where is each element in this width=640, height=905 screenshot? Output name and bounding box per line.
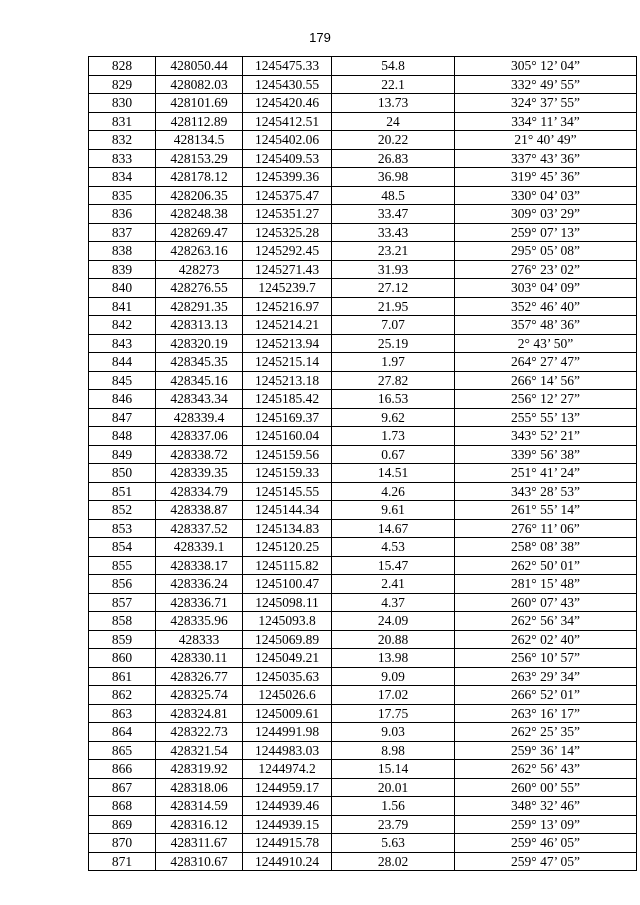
bearing-cell: 259° 46’ 05” — [455, 834, 637, 853]
bearing-cell: 263° 16’ 17” — [455, 704, 637, 723]
y-coordinate-cell: 1245035.63 — [243, 667, 332, 686]
distance-cell: 22.1 — [332, 75, 455, 94]
distance-cell: 2.41 — [332, 575, 455, 594]
distance-cell: 14.67 — [332, 519, 455, 538]
y-coordinate-cell: 1244983.03 — [243, 741, 332, 760]
distance-cell: 15.14 — [332, 760, 455, 779]
point-number-cell: 861 — [89, 667, 156, 686]
distance-cell: 27.12 — [332, 279, 455, 298]
table-row — [89, 741, 637, 760]
table-row — [89, 686, 637, 705]
table-row — [89, 94, 637, 113]
point-number-cell: 831 — [89, 112, 156, 131]
bearing-cell: 348° 32’ 46” — [455, 797, 637, 816]
point-number-cell: 828 — [89, 57, 156, 76]
y-coordinate-cell: 1245351.27 — [243, 205, 332, 224]
point-number-cell: 841 — [89, 297, 156, 316]
x-coordinate-cell: 428318.06 — [156, 778, 243, 797]
distance-cell: 0.67 — [332, 445, 455, 464]
point-number-cell: 842 — [89, 316, 156, 335]
table-row — [89, 353, 637, 372]
y-coordinate-cell: 1245216.97 — [243, 297, 332, 316]
bearing-cell: 339° 56’ 38” — [455, 445, 637, 464]
x-coordinate-cell: 428273 — [156, 260, 243, 279]
point-number-cell: 865 — [89, 741, 156, 760]
bearing-cell: 324° 37’ 55” — [455, 94, 637, 113]
point-number-cell: 839 — [89, 260, 156, 279]
bearing-cell: 262° 25’ 35” — [455, 723, 637, 742]
point-number-cell: 867 — [89, 778, 156, 797]
y-coordinate-cell: 1245069.89 — [243, 630, 332, 649]
x-coordinate-cell: 428313.13 — [156, 316, 243, 335]
distance-cell: 21.95 — [332, 297, 455, 316]
table-row — [89, 316, 637, 335]
point-number-cell: 855 — [89, 556, 156, 575]
bearing-cell: 256° 12’ 27” — [455, 390, 637, 409]
x-coordinate-cell: 428134.5 — [156, 131, 243, 150]
bearing-cell: 343° 52’ 21” — [455, 427, 637, 446]
table-row — [89, 704, 637, 723]
distance-cell: 4.26 — [332, 482, 455, 501]
x-coordinate-cell: 428345.35 — [156, 353, 243, 372]
table-row — [89, 186, 637, 205]
x-coordinate-cell: 428276.55 — [156, 279, 243, 298]
point-number-cell: 868 — [89, 797, 156, 816]
distance-cell: 27.82 — [332, 371, 455, 390]
table-row — [89, 168, 637, 187]
y-coordinate-cell: 1245420.46 — [243, 94, 332, 113]
point-number-cell: 849 — [89, 445, 156, 464]
bearing-cell: 262° 56’ 43” — [455, 760, 637, 779]
y-coordinate-cell: 1245399.36 — [243, 168, 332, 187]
table-row — [89, 112, 637, 131]
table-row — [89, 297, 637, 316]
bearing-cell: 255° 55’ 13” — [455, 408, 637, 427]
point-number-cell: 862 — [89, 686, 156, 705]
y-coordinate-cell: 1245049.21 — [243, 649, 332, 668]
distance-cell: 8.98 — [332, 741, 455, 760]
x-coordinate-cell: 428310.67 — [156, 852, 243, 871]
y-coordinate-cell: 1244991.98 — [243, 723, 332, 742]
distance-cell: 9.03 — [332, 723, 455, 742]
distance-cell: 7.07 — [332, 316, 455, 335]
x-coordinate-cell: 428321.54 — [156, 741, 243, 760]
x-coordinate-cell: 428269.47 — [156, 223, 243, 242]
x-coordinate-cell: 428336.71 — [156, 593, 243, 612]
x-coordinate-cell: 428337.06 — [156, 427, 243, 446]
point-number-cell: 846 — [89, 390, 156, 409]
y-coordinate-cell: 1245159.56 — [243, 445, 332, 464]
table-row — [89, 390, 637, 409]
bearing-cell: 264° 27’ 47” — [455, 353, 637, 372]
table-row — [89, 575, 637, 594]
x-coordinate-cell: 428206.35 — [156, 186, 243, 205]
x-coordinate-cell: 428050.44 — [156, 57, 243, 76]
y-coordinate-cell: 1245144.34 — [243, 501, 332, 520]
y-coordinate-cell: 1244939.46 — [243, 797, 332, 816]
table-row — [89, 760, 637, 779]
table-row — [89, 149, 637, 168]
distance-cell: 17.75 — [332, 704, 455, 723]
distance-cell: 4.53 — [332, 538, 455, 557]
y-coordinate-cell: 1245213.18 — [243, 371, 332, 390]
y-coordinate-cell: 1245475.33 — [243, 57, 332, 76]
table-row — [89, 852, 637, 871]
bearing-cell: 21° 40’ 49” — [455, 131, 637, 150]
table-row — [89, 501, 637, 520]
x-coordinate-cell: 428339.4 — [156, 408, 243, 427]
y-coordinate-cell: 1244915.78 — [243, 834, 332, 853]
distance-cell: 4.37 — [332, 593, 455, 612]
y-coordinate-cell: 1244910.24 — [243, 852, 332, 871]
point-number-cell: 859 — [89, 630, 156, 649]
coordinates-table-body — [89, 57, 637, 871]
bearing-cell: 259° 47’ 05” — [455, 852, 637, 871]
x-coordinate-cell: 428314.59 — [156, 797, 243, 816]
y-coordinate-cell: 1245271.43 — [243, 260, 332, 279]
distance-cell: 1.73 — [332, 427, 455, 446]
bearing-cell: 259° 13’ 09” — [455, 815, 637, 834]
distance-cell: 17.02 — [332, 686, 455, 705]
point-number-cell: 866 — [89, 760, 156, 779]
bearing-cell: 334° 11’ 34” — [455, 112, 637, 131]
bearing-cell: 262° 50’ 01” — [455, 556, 637, 575]
x-coordinate-cell: 428316.12 — [156, 815, 243, 834]
x-coordinate-cell: 428335.96 — [156, 612, 243, 631]
x-coordinate-cell: 428345.16 — [156, 371, 243, 390]
x-coordinate-cell: 428320.19 — [156, 334, 243, 353]
table-row — [89, 834, 637, 853]
y-coordinate-cell: 1245215.14 — [243, 353, 332, 372]
table-row — [89, 371, 637, 390]
bearing-cell: 352° 46’ 40” — [455, 297, 637, 316]
distance-cell: 24 — [332, 112, 455, 131]
distance-cell: 23.21 — [332, 242, 455, 261]
y-coordinate-cell: 1244939.15 — [243, 815, 332, 834]
x-coordinate-cell: 428325.74 — [156, 686, 243, 705]
distance-cell: 28.02 — [332, 852, 455, 871]
y-coordinate-cell: 1245409.53 — [243, 149, 332, 168]
bearing-cell: 330° 04’ 03” — [455, 186, 637, 205]
x-coordinate-cell: 428334.79 — [156, 482, 243, 501]
y-coordinate-cell: 1245430.55 — [243, 75, 332, 94]
table-row — [89, 556, 637, 575]
point-number-cell: 844 — [89, 353, 156, 372]
y-coordinate-cell: 1245185.42 — [243, 390, 332, 409]
table-row — [89, 408, 637, 427]
table-row — [89, 260, 637, 279]
distance-cell: 1.56 — [332, 797, 455, 816]
point-number-cell: 832 — [89, 131, 156, 150]
x-coordinate-cell: 428263.16 — [156, 242, 243, 261]
x-coordinate-cell: 428319.92 — [156, 760, 243, 779]
distance-cell: 54.8 — [332, 57, 455, 76]
point-number-cell: 858 — [89, 612, 156, 631]
distance-cell: 33.47 — [332, 205, 455, 224]
x-coordinate-cell: 428322.73 — [156, 723, 243, 742]
bearing-cell: 259° 07’ 13” — [455, 223, 637, 242]
table-row — [89, 538, 637, 557]
table-row — [89, 279, 637, 298]
distance-cell: 9.09 — [332, 667, 455, 686]
table-row — [89, 797, 637, 816]
y-coordinate-cell: 1245093.8 — [243, 612, 332, 631]
y-coordinate-cell: 1245098.11 — [243, 593, 332, 612]
point-number-cell: 840 — [89, 279, 156, 298]
distance-cell: 20.22 — [332, 131, 455, 150]
table-row — [89, 649, 637, 668]
x-coordinate-cell: 428311.67 — [156, 834, 243, 853]
table-row — [89, 667, 637, 686]
y-coordinate-cell: 1245115.82 — [243, 556, 332, 575]
x-coordinate-cell: 428291.35 — [156, 297, 243, 316]
distance-cell: 5.63 — [332, 834, 455, 853]
coordinates-table — [88, 56, 637, 871]
bearing-cell: 295° 05’ 08” — [455, 242, 637, 261]
bearing-cell: 357° 48’ 36” — [455, 316, 637, 335]
point-number-cell: 871 — [89, 852, 156, 871]
y-coordinate-cell: 1244959.17 — [243, 778, 332, 797]
x-coordinate-cell: 428101.69 — [156, 94, 243, 113]
distance-cell: 13.98 — [332, 649, 455, 668]
bearing-cell: 266° 14’ 56” — [455, 371, 637, 390]
distance-cell: 23.79 — [332, 815, 455, 834]
bearing-cell: 309° 03’ 29” — [455, 205, 637, 224]
y-coordinate-cell: 1245292.45 — [243, 242, 332, 261]
table-row — [89, 242, 637, 261]
point-number-cell: 847 — [89, 408, 156, 427]
y-coordinate-cell: 1245239.7 — [243, 279, 332, 298]
table-row — [89, 612, 637, 631]
x-coordinate-cell: 428333 — [156, 630, 243, 649]
bearing-cell: 276° 23’ 02” — [455, 260, 637, 279]
bearing-cell: 303° 04’ 09” — [455, 279, 637, 298]
bearing-cell: 263° 29’ 34” — [455, 667, 637, 686]
distance-cell: 36.98 — [332, 168, 455, 187]
point-number-cell: 852 — [89, 501, 156, 520]
point-number-cell: 860 — [89, 649, 156, 668]
bearing-cell: 337° 43’ 36” — [455, 149, 637, 168]
y-coordinate-cell: 1245159.33 — [243, 464, 332, 483]
bearing-cell: 262° 02’ 40” — [455, 630, 637, 649]
bearing-cell: 305° 12’ 04” — [455, 57, 637, 76]
point-number-cell: 829 — [89, 75, 156, 94]
y-coordinate-cell: 1245134.83 — [243, 519, 332, 538]
point-number-cell: 833 — [89, 149, 156, 168]
x-coordinate-cell: 428336.24 — [156, 575, 243, 594]
y-coordinate-cell: 1245213.94 — [243, 334, 332, 353]
point-number-cell: 869 — [89, 815, 156, 834]
point-number-cell: 837 — [89, 223, 156, 242]
point-number-cell: 853 — [89, 519, 156, 538]
y-coordinate-cell: 1245169.37 — [243, 408, 332, 427]
bearing-cell: 258° 08’ 38” — [455, 538, 637, 557]
distance-cell: 20.88 — [332, 630, 455, 649]
x-coordinate-cell: 428330.11 — [156, 649, 243, 668]
y-coordinate-cell: 1245026.6 — [243, 686, 332, 705]
bearing-cell: 276° 11’ 06” — [455, 519, 637, 538]
x-coordinate-cell: 428153.29 — [156, 149, 243, 168]
point-number-cell: 843 — [89, 334, 156, 353]
table-row — [89, 445, 637, 464]
bearing-cell: 259° 36’ 14” — [455, 741, 637, 760]
bearing-cell: 281° 15’ 48” — [455, 575, 637, 594]
table-row — [89, 778, 637, 797]
bearing-cell: 251° 41’ 24” — [455, 464, 637, 483]
table-row — [89, 723, 637, 742]
y-coordinate-cell: 1245100.47 — [243, 575, 332, 594]
table-row — [89, 427, 637, 446]
distance-cell: 15.47 — [332, 556, 455, 575]
point-number-cell: 870 — [89, 834, 156, 853]
bearing-cell: 266° 52’ 01” — [455, 686, 637, 705]
y-coordinate-cell: 1245120.25 — [243, 538, 332, 557]
x-coordinate-cell: 428339.1 — [156, 538, 243, 557]
point-number-cell: 845 — [89, 371, 156, 390]
distance-cell: 25.19 — [332, 334, 455, 353]
distance-cell: 31.93 — [332, 260, 455, 279]
distance-cell: 24.09 — [332, 612, 455, 631]
y-coordinate-cell: 1245009.61 — [243, 704, 332, 723]
y-coordinate-cell: 1245160.04 — [243, 427, 332, 446]
y-coordinate-cell: 1245402.06 — [243, 131, 332, 150]
bearing-cell: 260° 00’ 55” — [455, 778, 637, 797]
table-row — [89, 630, 637, 649]
table-row — [89, 334, 637, 353]
table-row — [89, 131, 637, 150]
y-coordinate-cell: 1245375.47 — [243, 186, 332, 205]
table-row — [89, 464, 637, 483]
page-number: 179 — [309, 30, 331, 45]
x-coordinate-cell: 428324.81 — [156, 704, 243, 723]
point-number-cell: 863 — [89, 704, 156, 723]
point-number-cell: 835 — [89, 186, 156, 205]
bearing-cell: 260° 07’ 43” — [455, 593, 637, 612]
table-row — [89, 75, 637, 94]
distance-cell: 20.01 — [332, 778, 455, 797]
x-coordinate-cell: 428248.38 — [156, 205, 243, 224]
x-coordinate-cell: 428337.52 — [156, 519, 243, 538]
bearing-cell: 262° 56’ 34” — [455, 612, 637, 631]
point-number-cell: 830 — [89, 94, 156, 113]
table-row — [89, 205, 637, 224]
distance-cell: 13.73 — [332, 94, 455, 113]
y-coordinate-cell: 1244974.2 — [243, 760, 332, 779]
point-number-cell: 854 — [89, 538, 156, 557]
point-number-cell: 848 — [89, 427, 156, 446]
x-coordinate-cell: 428339.35 — [156, 464, 243, 483]
y-coordinate-cell: 1245145.55 — [243, 482, 332, 501]
bearing-cell: 332° 49’ 55” — [455, 75, 637, 94]
x-coordinate-cell: 428338.72 — [156, 445, 243, 464]
x-coordinate-cell: 428326.77 — [156, 667, 243, 686]
table-row — [89, 519, 637, 538]
distance-cell: 33.43 — [332, 223, 455, 242]
distance-cell: 48.5 — [332, 186, 455, 205]
x-coordinate-cell: 428338.17 — [156, 556, 243, 575]
distance-cell: 14.51 — [332, 464, 455, 483]
x-coordinate-cell: 428343.34 — [156, 390, 243, 409]
x-coordinate-cell: 428178.12 — [156, 168, 243, 187]
distance-cell: 26.83 — [332, 149, 455, 168]
distance-cell: 9.61 — [332, 501, 455, 520]
point-number-cell: 856 — [89, 575, 156, 594]
table-row — [89, 593, 637, 612]
x-coordinate-cell: 428112.89 — [156, 112, 243, 131]
point-number-cell: 834 — [89, 168, 156, 187]
table-row — [89, 57, 637, 76]
point-number-cell: 850 — [89, 464, 156, 483]
y-coordinate-cell: 1245412.51 — [243, 112, 332, 131]
point-number-cell: 864 — [89, 723, 156, 742]
distance-cell: 1.97 — [332, 353, 455, 372]
distance-cell: 16.53 — [332, 390, 455, 409]
bearing-cell: 343° 28’ 53” — [455, 482, 637, 501]
y-coordinate-cell: 1245214.21 — [243, 316, 332, 335]
point-number-cell: 851 — [89, 482, 156, 501]
table-row — [89, 815, 637, 834]
table-row — [89, 482, 637, 501]
point-number-cell: 857 — [89, 593, 156, 612]
distance-cell: 9.62 — [332, 408, 455, 427]
bearing-cell: 256° 10’ 57” — [455, 649, 637, 668]
bearing-cell: 261° 55’ 14” — [455, 501, 637, 520]
y-coordinate-cell: 1245325.28 — [243, 223, 332, 242]
bearing-cell: 2° 43’ 50” — [455, 334, 637, 353]
table-row — [89, 223, 637, 242]
point-number-cell: 836 — [89, 205, 156, 224]
point-number-cell: 838 — [89, 242, 156, 261]
bearing-cell: 319° 45’ 36” — [455, 168, 637, 187]
x-coordinate-cell: 428338.87 — [156, 501, 243, 520]
x-coordinate-cell: 428082.03 — [156, 75, 243, 94]
